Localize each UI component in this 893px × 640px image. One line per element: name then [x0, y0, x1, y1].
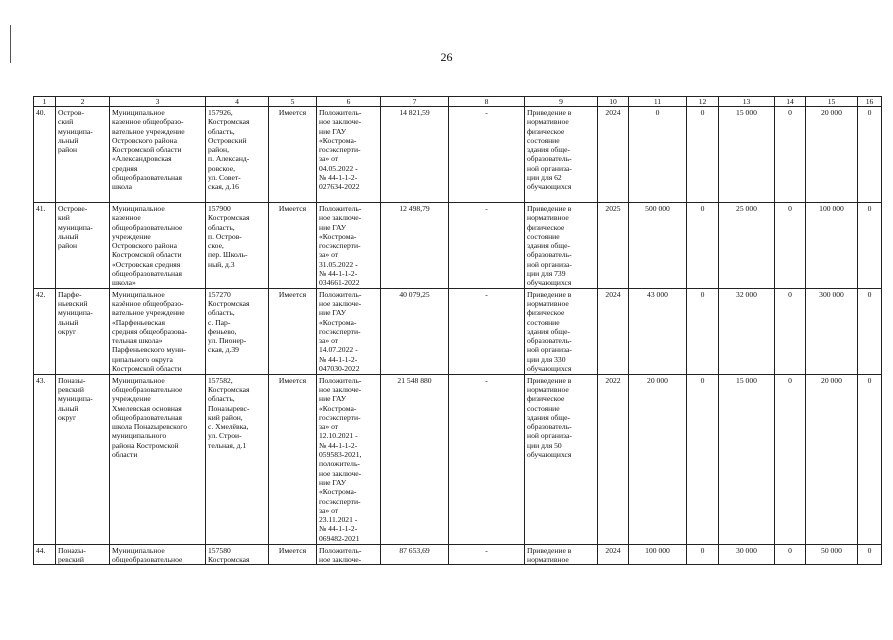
district-cell: Понazы- ревский	[56, 544, 110, 565]
col-number: 12	[687, 97, 719, 107]
col15-cell: 20 000	[806, 374, 858, 544]
column-number-row	[34, 97, 882, 107]
address-cell: 157926, Костромская область, Островский район, п. Александ- ровское, ул. Совет- ская, д.16	[206, 107, 269, 203]
col-number: 4	[206, 97, 269, 107]
col13-cell: 25 000	[719, 203, 775, 289]
row-number: 40.	[34, 107, 56, 203]
col8-cell: -	[449, 203, 525, 289]
col8-cell: -	[449, 374, 525, 544]
col8-cell: -	[449, 288, 525, 374]
col14-cell: 0	[775, 203, 806, 289]
col-number: 3	[110, 97, 206, 107]
col15-cell: 20 000	[806, 107, 858, 203]
col15-cell: 50 000	[806, 544, 858, 565]
district-cell: Поназы- ревский муниципа- льный округ	[56, 374, 110, 544]
conclusion-cell: Положитель- ное заключе-	[317, 544, 381, 565]
institution-cell: Муниципальное казенное общеобразо- вательное учреждение Островского района Костромской области «Александровская средняя общеобразовательная школа	[110, 107, 206, 203]
availability-cell: Имеется	[269, 288, 317, 374]
col12-cell: 0	[687, 107, 719, 203]
col13-cell: 15 000	[719, 374, 775, 544]
col13-cell: 30 000	[719, 544, 775, 565]
year-cell: 2022	[598, 374, 629, 544]
purpose-cell: Приведение в нормативное физическое состояние здания обще- образователь- ной организа- ции для 50 обучающихся	[525, 374, 598, 544]
col16-cell: 0	[858, 374, 882, 544]
row-number: 44.	[34, 544, 56, 565]
institution-cell: Муниципальное казенное общеобразовательное учреждение Островского района Костромской области «Островская средняя общеобразовательная школа»	[110, 203, 206, 289]
address-cell: 157582, Костромская область, Поназыревс- кий район, с. Хмелёвка, ул. Строи- тельная, д.1	[206, 374, 269, 544]
col-number: 11	[629, 97, 687, 107]
col11-cell: 0	[629, 107, 687, 203]
conclusion-cell: Положитель- ное заключе- ние ГАУ «Кострома- госэксперти- за» от 04.05.2022 - № 44-1-1-2- 027634-2022	[317, 107, 381, 203]
col11-cell: 100 000	[629, 544, 687, 565]
col16-cell: 0	[858, 544, 882, 565]
availability-cell: Имеется	[269, 107, 317, 203]
col15-cell: 100 000	[806, 203, 858, 289]
purpose-cell: Приведение в нормативное физическое состояние здания обще- образователь- ной организа- ции для 330 обучающихся	[525, 288, 598, 374]
conclusion-cell: Положитель- ное заключе- ние ГАУ «Кострома- госэксперти- за» от 12.10.2021 - № 44-1-1-2- 059583-2021, положитель- ное заключе- ние ГАУ «Кострома- госэксперти- за» от 23.11.2021 - № 44-1-1-2- 069482-2021	[317, 374, 381, 544]
col16-cell: 0	[858, 288, 882, 374]
cost-cell: 14 821,59	[381, 107, 449, 203]
table-row	[34, 107, 882, 203]
table-row	[34, 544, 882, 565]
col16-cell: 0	[858, 107, 882, 203]
row-number: 43.	[34, 374, 56, 544]
col14-cell: 0	[775, 544, 806, 565]
conclusion-cell: Положитель- ное заключе- ние ГАУ «Кострома- госэксперти- за» от 31.05.2022 - № 44-1-1-2- 034661-2022	[317, 203, 381, 289]
col-number: 5	[269, 97, 317, 107]
availability-cell: Имеется	[269, 374, 317, 544]
col12-cell: 0	[687, 203, 719, 289]
col8-cell: -	[449, 544, 525, 565]
col8-cell: -	[449, 107, 525, 203]
year-cell: 2024	[598, 544, 629, 565]
year-cell: 2024	[598, 288, 629, 374]
availability-cell: Имеется	[269, 544, 317, 565]
institution-cell: Муниципальное общеобразовательное учреждение Хмелевская основная общеобразовательная школа Понazыревского муниципального района Костромской области	[110, 374, 206, 544]
table-row	[34, 288, 882, 374]
district-cell: Парфе- ньевский муниципа- льный округ	[56, 288, 110, 374]
col13-cell: 32 000	[719, 288, 775, 374]
col11-cell: 43 000	[629, 288, 687, 374]
col-number: 15	[806, 97, 858, 107]
cost-cell: 12 498,79	[381, 203, 449, 289]
address-cell: 157270 Костромская область, с. Пар- феньево, ул. Пионер- ская, д.39	[206, 288, 269, 374]
col-number: 14	[775, 97, 806, 107]
district-cell: Острове- кий муниципа- льный район	[56, 203, 110, 289]
purpose-cell: Приведение в нормативное	[525, 544, 598, 565]
col11-cell: 20 000	[629, 374, 687, 544]
col12-cell: 0	[687, 544, 719, 565]
col-number: 1	[34, 97, 56, 107]
availability-cell: Имеется	[269, 203, 317, 289]
table-row	[34, 203, 882, 289]
cost-cell: 87 653,69	[381, 544, 449, 565]
col-number: 6	[317, 97, 381, 107]
col16-cell: 0	[858, 203, 882, 289]
col-number: 8	[449, 97, 525, 107]
district-cell: Остров- ский муниципа- льный район	[56, 107, 110, 203]
col-number: 2	[56, 97, 110, 107]
row-number: 42.	[34, 288, 56, 374]
cost-cell: 40 079,25	[381, 288, 449, 374]
address-cell: 157900 Костромская область, п. Остров- ское, пер. Школь- ный, д.3	[206, 203, 269, 289]
col12-cell: 0	[687, 374, 719, 544]
table-row	[34, 374, 882, 544]
page-number: 26	[440, 50, 453, 64]
col15-cell: 300 000	[806, 288, 858, 374]
conclusion-cell: Положитель- ное заключе- ние ГАУ «Кострома- госэксперти- за» от 14.07.2022 - № 44-1-1-2- 047030-2022	[317, 288, 381, 374]
register-table	[33, 96, 882, 565]
purpose-cell: Приведение в нормативное физическое состояние здания обще- образователь- ной организа- ции для 62 обучающихся	[525, 107, 598, 203]
col-number: 10	[598, 97, 629, 107]
year-cell: 2024	[598, 107, 629, 203]
institution-cell: Муниципальное казённое общеобразо- вательное учреждение «Парфеньевская средняя общеобразова- тельная школа» Парфеньевского муни- ципального округа Костромской области	[110, 288, 206, 374]
col11-cell: 500 000	[629, 203, 687, 289]
col13-cell: 15 000	[719, 107, 775, 203]
year-cell: 2025	[598, 203, 629, 289]
purpose-cell: Приведение в нормативное физическое состояние здания обще- образователь- ной организа- ции для 739 обучающихся	[525, 203, 598, 289]
institution-cell: Муниципальное общеобразовательное	[110, 544, 206, 565]
col-number: 9	[525, 97, 598, 107]
col14-cell: 0	[775, 107, 806, 203]
col-number: 16	[858, 97, 882, 107]
col14-cell: 0	[775, 288, 806, 374]
address-cell: 157580 Костромская	[206, 544, 269, 565]
cost-cell: 21 548 880	[381, 374, 449, 544]
col-number: 7	[381, 97, 449, 107]
col14-cell: 0	[775, 374, 806, 544]
col12-cell: 0	[687, 288, 719, 374]
row-number: 41.	[34, 203, 56, 289]
col-number: 13	[719, 97, 775, 107]
